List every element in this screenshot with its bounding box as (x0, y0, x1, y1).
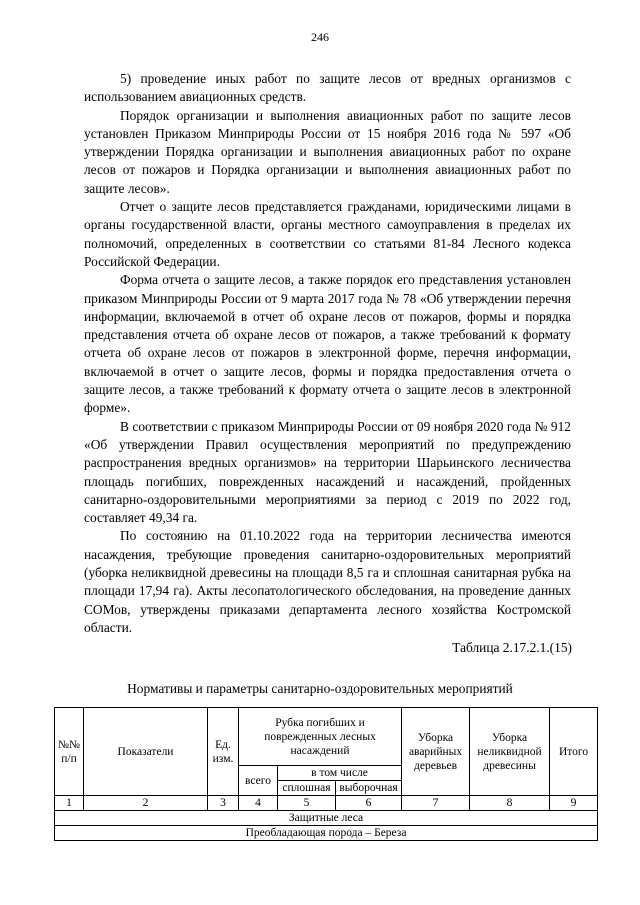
header-sum: Итого (550, 708, 598, 796)
header-emergency: Уборка аварийных деревьев (402, 708, 470, 796)
section-row: Защитные леса (55, 811, 598, 826)
paragraph: 5) проведение иных работ по защите лесов от вредных организмов с использованием авиационных средств. (84, 71, 571, 105)
section-row: Преобладающая порода – Береза (55, 826, 598, 841)
paragraph: Форма отчета о защите лесов, а также порядок его представления установлен приказом Минприроды России от 9 марта 2017 года № 78 «Об утверждении перечня информации, включаемой в отчет об охране лесов от пожаров, формы и порядка представления отчета об охране лесов от пожаров, а также требований к формату отчета об охране лесов от пожаров в электронной форме, перечня информации, включаемой в отчет о защите лесов, формы и порядка предоставления отчета о защите лесов, а также требований к формату отчета о защите лесов в электронной форме». (84, 272, 571, 416)
paragraph: В соответствии с приказом Минприроды России от 09 ноября 2020 года № 912 «Об утверждении Правил осуществления мероприятий по предупреждению распространения вредных организмов» на территории Шарьинского лесничества площадь погибших, поврежденных насаждений и насаждений, пройденных санитарно-оздоровительными мероприятиями за период с 2019 по 2022 год, составляет 49,34 га. (84, 418, 571, 526)
column-number: 9 (550, 796, 598, 811)
column-number: 2 (84, 796, 208, 811)
header-felling: Рубка погибших и поврежденных лесных насаждений (239, 708, 402, 766)
header-num: №№ п/п (55, 708, 84, 796)
column-number: 5 (278, 796, 336, 811)
body-text (84, 70, 571, 637)
norms-table (54, 707, 598, 841)
paragraph: Порядок организации и выполнения авиационных работ по защите лесов установлен Приказом Минприроды России от 15 ноября 2016 года № 597 «Об утверждении Порядка организации и выполнения авиационных работ по охране лесов от пожаров и Порядка организации и выполнения авиационных работ по защите лесов». (84, 107, 571, 196)
page-number: 246 (311, 30, 329, 44)
header-total: всего (239, 766, 278, 796)
paragraph: По состоянию на 01.10.2022 года на территории лесничества имеются насаждения, требующие проведения санитарно-оздоровительных мероприятий (уборка неликвидной древесины на площади 8,5 га и сплошная санитарная рубка на площади 17,94 га). Акты лесопатологического обследования, на проведение данных СОМов, утверждены приказами департамента лесного хозяйства Костромской области. (84, 528, 571, 635)
header-including: в том числе (278, 766, 402, 781)
paragraph: Отчет о защите лесов представляется гражданами, юридическими лицами в органы государственной власти, органы местного самоуправления в пределах их полномочий, определенных в соответствии со статьями 81-84 Лесного кодекса Российской Федерации. (84, 199, 571, 269)
column-number: 1 (55, 796, 84, 811)
header-unit: Ед. изм. (208, 708, 239, 796)
column-number: 4 (239, 796, 278, 811)
header-illiquid: Уборка неликвидной древесины (470, 708, 550, 796)
header-indicators: Показатели (84, 708, 208, 796)
header-clear: сплошная (278, 781, 336, 796)
table-title: Нормативы и параметры санитарно-оздоровительных мероприятий (127, 681, 513, 696)
column-number: 8 (470, 796, 550, 811)
column-number: 6 (336, 796, 402, 811)
column-number: 7 (402, 796, 470, 811)
header-selective: выборочная (336, 781, 402, 796)
column-number: 3 (208, 796, 239, 811)
table-caption: Таблица 2.17.2.1.(15) (452, 640, 572, 655)
